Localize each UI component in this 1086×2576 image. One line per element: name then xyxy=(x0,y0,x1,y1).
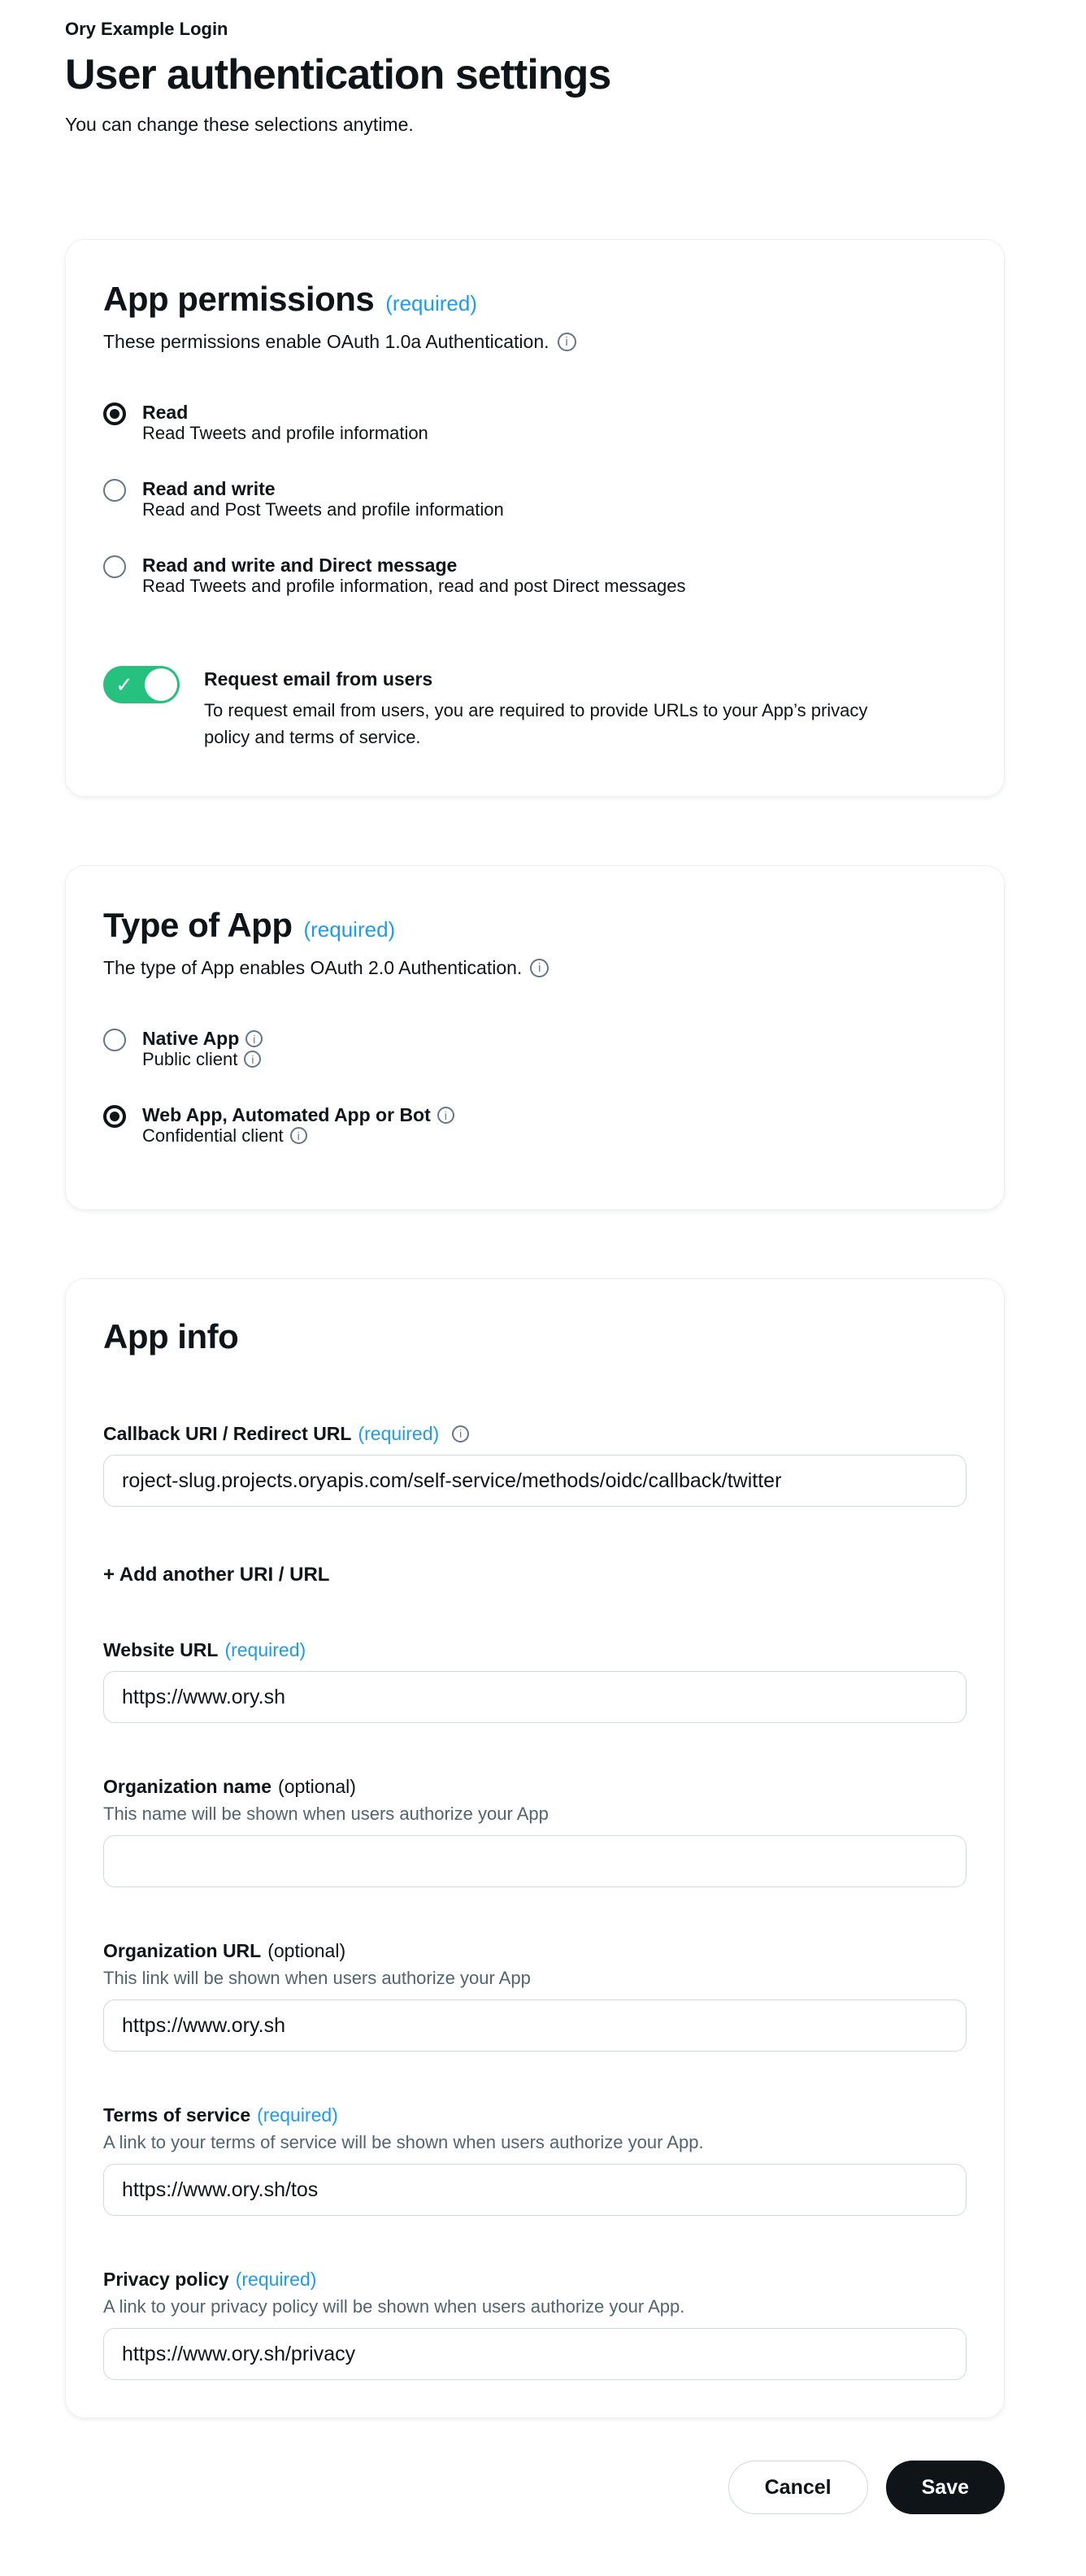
section-subtitle-row xyxy=(103,329,967,354)
optional-badge: (optional) xyxy=(278,1775,356,1797)
field-label: Terms of service xyxy=(103,2104,251,2126)
type-of-app-radio-group xyxy=(103,1029,967,1146)
section-subtitle: The type of App enables OAuth 2.0 Authentication. xyxy=(103,957,523,978)
callback-url-field xyxy=(103,1422,967,1507)
required-badge: (required) xyxy=(358,1422,440,1444)
radio-button-read[interactable] xyxy=(103,402,126,425)
radio-button-native-app[interactable] xyxy=(103,1029,126,1051)
optional-badge: (optional) xyxy=(267,1939,346,1961)
field-label: Website URL xyxy=(103,1639,219,1660)
cancel-button[interactable]: Cancel xyxy=(728,2461,868,2514)
field-label: Privacy policy xyxy=(103,2269,229,2290)
radio-label: Read xyxy=(142,402,189,423)
radio-description: Read and Post Tweets and profile information xyxy=(142,499,504,520)
radio-option-read-write-dm[interactable] xyxy=(103,555,967,596)
field-label: Callback URI / Redirect URL xyxy=(103,1423,352,1444)
field-description: This link will be shown when users authorize your App xyxy=(103,1968,531,1988)
radio-label: Read and write xyxy=(142,478,276,499)
info-icon[interactable]: i xyxy=(437,1107,454,1124)
footer-actions xyxy=(65,2461,1005,2514)
radio-option-native-app[interactable] xyxy=(103,1029,967,1069)
organization-name-field xyxy=(103,1775,967,1887)
field-description: This name will be shown when users authorize your App xyxy=(103,1804,549,1824)
radio-button-read-write-dm[interactable] xyxy=(103,555,126,578)
radio-description: Read Tweets and profile information, read and post Direct messages xyxy=(142,576,686,596)
radio-option-web-app[interactable] xyxy=(103,1105,967,1146)
save-button[interactable]: Save xyxy=(886,2461,1005,2514)
privacy-policy-field xyxy=(103,2268,967,2380)
field-label: Organization name xyxy=(103,1776,272,1797)
required-badge: (required) xyxy=(235,2268,317,2290)
info-icon[interactable]: i xyxy=(558,333,576,351)
field-label: Organization URL xyxy=(103,1940,262,1961)
request-email-toggle[interactable] xyxy=(103,666,180,703)
website-url-input[interactable] xyxy=(103,1671,967,1723)
info-icon[interactable]: i xyxy=(244,1051,261,1068)
toggle-knob xyxy=(145,668,177,701)
radio-description: Public client xyxy=(142,1049,238,1069)
page-title: User authentication settings xyxy=(65,51,611,98)
check-icon: ✓ xyxy=(115,672,133,697)
radio-description: Confidential client xyxy=(142,1125,284,1146)
request-email-row xyxy=(103,666,967,751)
privacy-policy-input[interactable] xyxy=(103,2328,967,2380)
section-title: App info xyxy=(103,1317,239,1355)
organization-url-field xyxy=(103,1939,967,2052)
radio-description: Read Tweets and profile information xyxy=(142,423,428,443)
info-icon[interactable]: i xyxy=(530,959,549,977)
required-badge: (required) xyxy=(303,917,396,942)
radio-label: Read and write and Direct message xyxy=(142,555,458,576)
callback-url-input[interactable] xyxy=(103,1455,967,1507)
section-title: Type of App xyxy=(103,906,293,944)
info-icon[interactable]: i xyxy=(245,1030,263,1047)
website-url-field xyxy=(103,1638,967,1723)
terms-of-service-field xyxy=(103,2104,967,2216)
app-info-heading xyxy=(103,1316,967,1357)
app-permissions-radio-group xyxy=(103,402,967,596)
terms-of-service-input[interactable] xyxy=(103,2164,967,2216)
app-name: Ory Example Login xyxy=(65,19,228,39)
organization-url-input[interactable] xyxy=(103,1999,967,2052)
required-badge: (required) xyxy=(385,291,477,315)
organization-name-input[interactable] xyxy=(103,1835,967,1887)
section-subtitle: These permissions enable OAuth 1.0a Authentication. xyxy=(103,331,550,352)
section-title: App permissions xyxy=(103,280,375,318)
radio-button-web-app[interactable] xyxy=(103,1105,126,1128)
required-badge: (required) xyxy=(224,1638,306,1660)
field-description: A link to your privacy policy will be shown when users authorize your App. xyxy=(103,2296,685,2317)
add-uri-button[interactable]: + Add another URI / URL xyxy=(103,1564,330,1586)
app-permissions-card xyxy=(65,239,1005,797)
info-icon[interactable]: i xyxy=(452,1425,469,1442)
app-info-card xyxy=(65,1278,1005,2418)
radio-option-read-write[interactable] xyxy=(103,479,967,520)
info-icon[interactable]: i xyxy=(290,1127,307,1144)
page-subtitle: You can change these selections anytime. xyxy=(65,114,414,135)
radio-label: Native App xyxy=(142,1028,240,1049)
radio-label: Web App, Automated App or Bot xyxy=(142,1104,431,1125)
toggle-description: To request email from users, you are required to provide URLs to your App’s privacy policy and terms of service. xyxy=(204,700,868,747)
type-of-app-card xyxy=(65,865,1005,1210)
app-permissions-heading xyxy=(103,279,967,320)
required-badge: (required) xyxy=(257,2104,338,2126)
toggle-label: Request email from users xyxy=(204,668,433,690)
radio-option-read[interactable] xyxy=(103,402,967,443)
field-description: A link to your terms of service will be shown when users authorize your App. xyxy=(103,2132,704,2152)
section-subtitle-row xyxy=(103,955,967,980)
radio-button-read-write[interactable] xyxy=(103,479,126,502)
type-of-app-heading xyxy=(103,905,967,946)
